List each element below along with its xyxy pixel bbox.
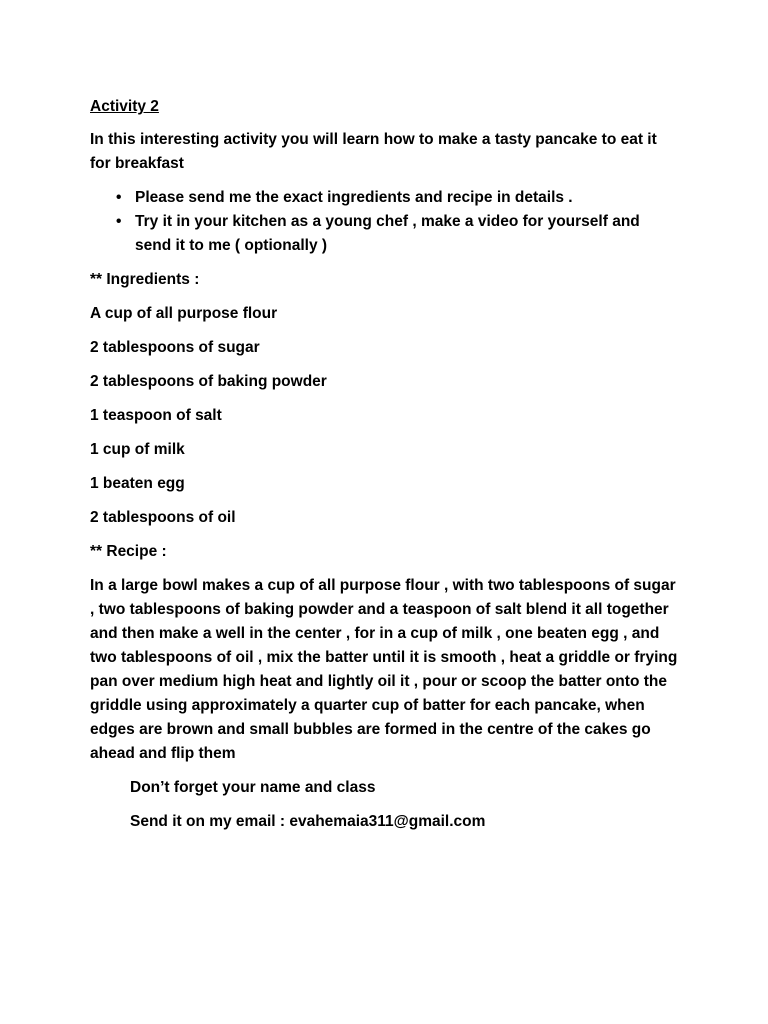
ingredient-item: A cup of all purpose flour [90,305,278,322]
recipe-heading: ** Recipe : [90,543,167,560]
bullet-icon: • [116,189,122,206]
email-line: Send it on my email : evahemaia311@gmail.com [130,813,486,830]
ingredient-item: 2 tablespoons of sugar [90,339,260,356]
list-item [90,210,680,258]
activity-title: Activity 2 [90,98,159,115]
ingredient-item: 1 teaspoon of salt [90,407,222,424]
document-page [90,95,680,844]
bullet-icon: • [116,213,122,230]
ingredient-item: 2 tablespoons of baking powder [90,373,327,390]
recipe-paragraph: In a large bowl makes a cup of all purpose flour , with two tablespoons of sugar , two tablespoons of baking powder and a teaspoon of salt blend it all together and then make a well in the center , for in a cup of milk , one beaten egg , and two tablespoons of oil , mix the batter until it is smooth , heat a griddle or frying pan over medium high heat and lightly oil it , pour or scoop the batter onto the griddle using approximately a quarter cup of batter for each pancake, when edges are brown and small bubbles are formed in the centre of the cakes go ahead and flip them [90,577,678,762]
reminder-text: Don’t forget your name and class [130,779,376,796]
list-item-text: Please send me the exact ingredients and recipe in details . [135,189,573,206]
list-item [90,186,680,210]
intro-paragraph: In this interesting activity you will learn how to make a tasty pancake to eat it for breakfast [90,131,657,172]
ingredient-item: 2 tablespoons of oil [90,509,236,526]
ingredient-item: 1 cup of milk [90,441,185,458]
list-item-text: Try it in your kitchen as a young chef , make a video for yourself and send it to me ( optionally ) [135,213,640,254]
instruction-list [90,186,680,258]
ingredients-heading: ** Ingredients : [90,271,200,288]
ingredient-item: 1 beaten egg [90,475,185,492]
